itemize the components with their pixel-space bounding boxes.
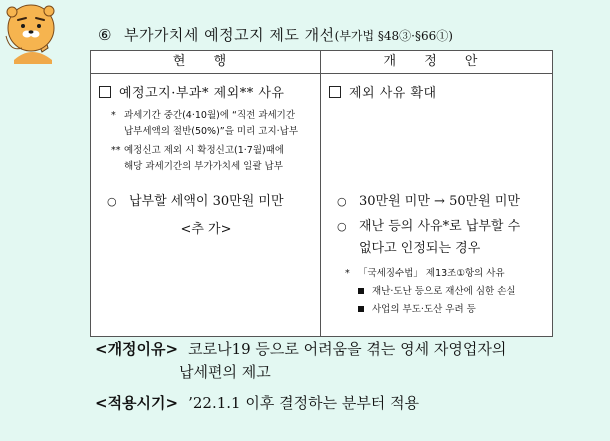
section-number: ⑥ [98, 26, 112, 44]
proposed-threshold-item: ○ 30만원 미만 → 50만원 미만 [337, 194, 520, 209]
lion-mascot-icon [2, 2, 60, 64]
current-note-1: * 과세기간 중간(4·10월)에 “직전 과세기간 납부세액의 절반(50%)”을 미리 고지·납부 [111, 110, 299, 137]
checkbox-square-icon [329, 86, 341, 98]
reason-label: <개정이유> [95, 340, 179, 358]
proposed-disaster-item: ○ 재난 등의 사유*로 납부할 수 없다고 인정되는 경우 [337, 219, 521, 256]
proposed-heading: 제외 사유 확대 [329, 82, 437, 101]
law-reference: (부가법 §48③·§66①) [334, 29, 453, 43]
comparison-table [90, 50, 553, 337]
amendment-reason [95, 338, 506, 384]
checkbox-square-icon [99, 86, 111, 98]
bullet-square-icon [358, 306, 364, 312]
proposed-column [321, 74, 553, 337]
proposed-note: * 「국세징수법」 제13조①항의 사유 재난·도난 등으로 재산에 심한 손실 사업의 부도·도산 우려 등 [345, 268, 516, 315]
section-title [98, 24, 598, 45]
current-add-placeholder: <추 가> [180, 222, 232, 237]
current-column [91, 74, 321, 337]
section-title-text: 부가가치세 예정고지 제도 개선 [123, 26, 335, 44]
effective-text: ’22.1.1 이후 결정하는 분부터 적용 [188, 394, 420, 412]
bullet-square-icon [358, 288, 364, 294]
effective-date [95, 392, 419, 413]
header-current: 현 행 [91, 51, 321, 74]
header-proposed: 개 정 안 [321, 51, 553, 74]
current-heading: 예정고지·부과* 제외** 사유 [99, 82, 284, 101]
current-threshold-item: ○ 납부할 세액이 30만원 미만 [107, 194, 284, 209]
reason-line-2: 납세편의 제고 [179, 363, 271, 381]
effective-label: <적용시기> [95, 394, 179, 412]
reason-line-1: 코로나19 등으로 어려움을 겪는 영세 자영업자의 [188, 340, 507, 358]
current-note-2: ** 예정신고 제외 시 확정신고(1·7월)때에 해당 과세기간의 부가가치세 일괄 납부 [111, 145, 285, 172]
